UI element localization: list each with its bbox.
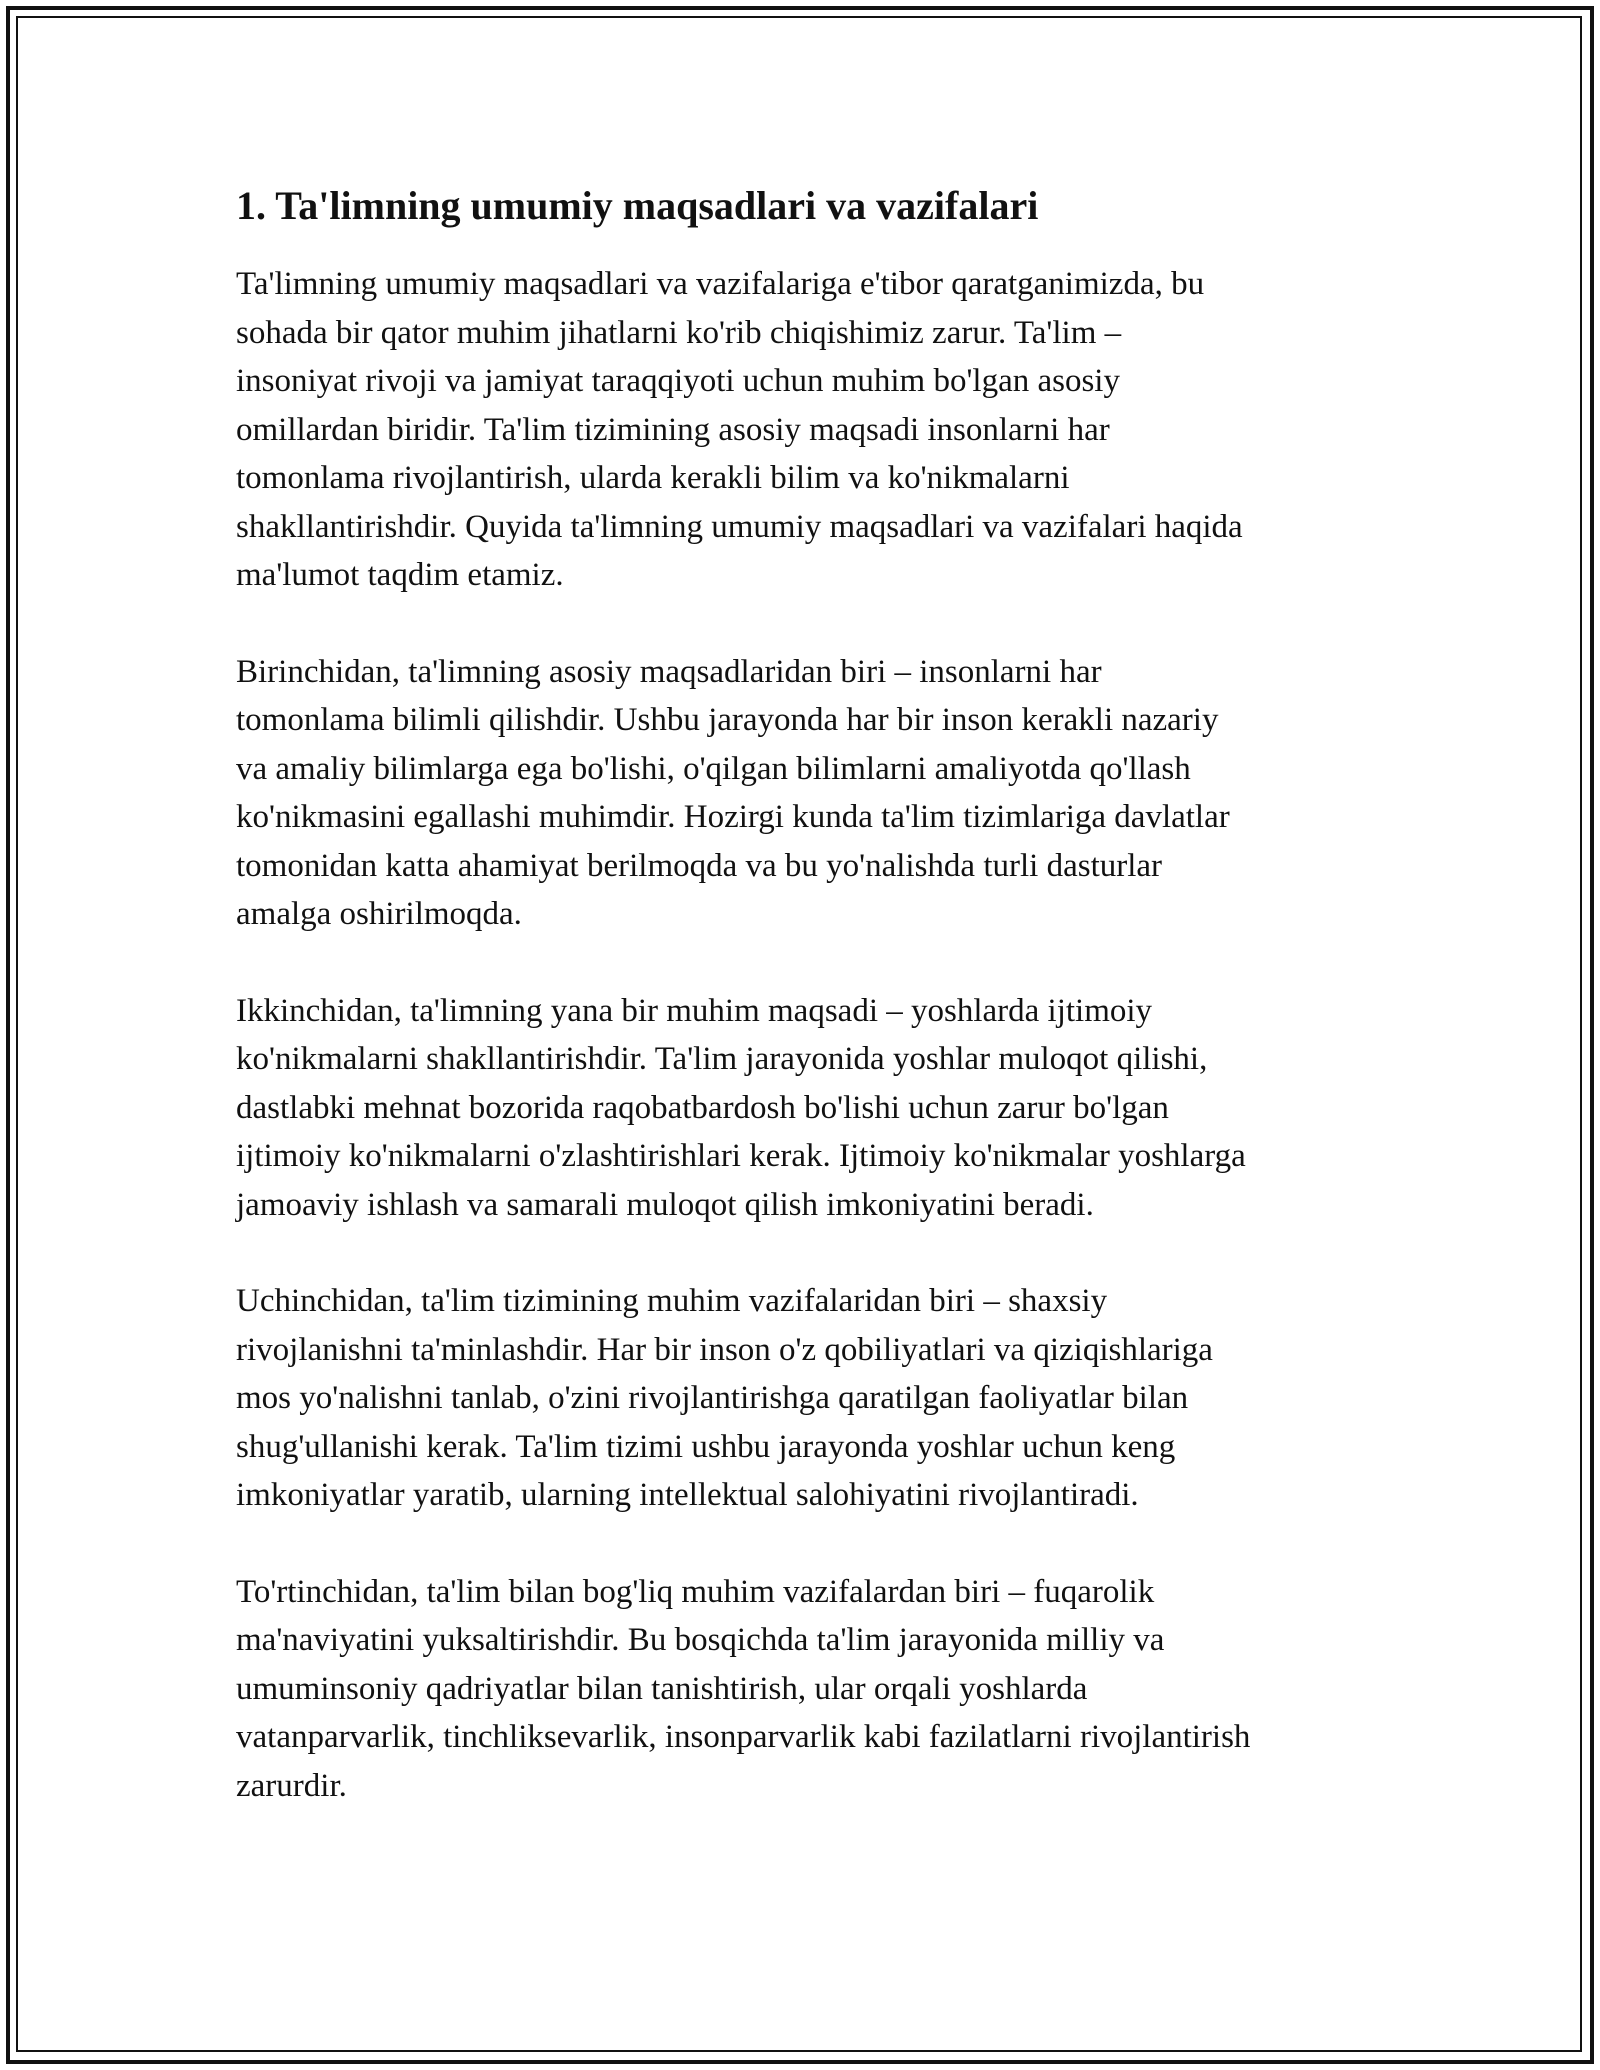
paragraph-second: Ikkinchidan, ta'limning yana bir muhim maqsadi – yoshlarda ijtimoiy ko'nikmalarni shakllantirishdir. Ta'lim jarayonida yoshlar muloqot qilishi, dastlabki mehnat bozorida raqobatbardosh bo'lishi uchun zarur bo'lgan ijtimoiy ko'nikmalarni o'zlashtirishlari kerak. Ijtimoiy ko'nikmalar yoshlarga jamoaviy ishlash va samarali muloqot qilish imkoniyatini beradi. <box>236 992 1246 1223</box>
section-heading: 1. Ta'limning umumiy maqsadlari va vazifalari <box>236 183 1039 228</box>
paragraph-fourth: To'rtinchidan, ta'lim bilan bog'liq muhim vazifalardan biri – fuqarolik ma'naviyatini yuksaltirishdir. Bu bosqichda ta'lim jarayonida milliy va umuminsoniy qadriyatlar bilan tanishtirish, ular orqali yoshlarda vatanparvarlik, tinchliksevarlik, insonparvarlik kabi fazilatlarni rivojlantirish zarurdir. <box>236 1573 1251 1804</box>
paragraph-third: Uchinchidan, ta'lim tizimining muhim vazifalaridan biri – shaxsiy rivojlanishni ta'minlashdir. Har bir inson o'z qobiliyatlari va qiziqishlariga mos yo'nalishni tanlab, o'zini rivojlantirishga qaratilgan faoliyatlar bilan shug'ullanishi kerak. Ta'lim tizimi ushbu jarayonda yoshlar uchun keng imkoniyatlar yaratib, ularning intellektual salohiyatini rivojlantiradi. <box>236 1283 1213 1513</box>
paragraph-first: Birinchidan, ta'limning asosiy maqsadlaridan biri – insonlarni har tomonlama bilimli qilishdir. Ushbu jarayonda har bir inson kerakli nazariy va amaliy bilimlarga ega bo'lishi, o'qilgan bilimlarni amaliyotda qo'llash ko'nikmasini egallashi muhimdir. Hozirgi kunda ta'lim tizimlariga davlatlar tomonidan katta ahamiyat berilmoqda va bu yo'nalishda turli dasturlar amalga oshirilmoqda. <box>236 653 1230 932</box>
document-body <box>236 182 1376 1858</box>
paragraph-intro: Ta'limning umumiy maqsadlari va vazifalariga e'tibor qaratganimizda, bu sohada bir qator muhim jihatlarni ko'rib chiqishimiz zarur. Ta'lim – insoniyat rivoji va jamiyat taraqqiyoti uchun muhim bo'lgan asosiy omillardan biridir. Ta'lim tizimining asosiy maqsadi insonlarni har tomonlama rivojlantirish, ularda kerakli bilim va ko'nikmalarni shakllantirishdir. Quyida ta'limning umumiy maqsadlari va vazifalari haqida ma'lumot taqdim etamiz. <box>236 266 1243 593</box>
